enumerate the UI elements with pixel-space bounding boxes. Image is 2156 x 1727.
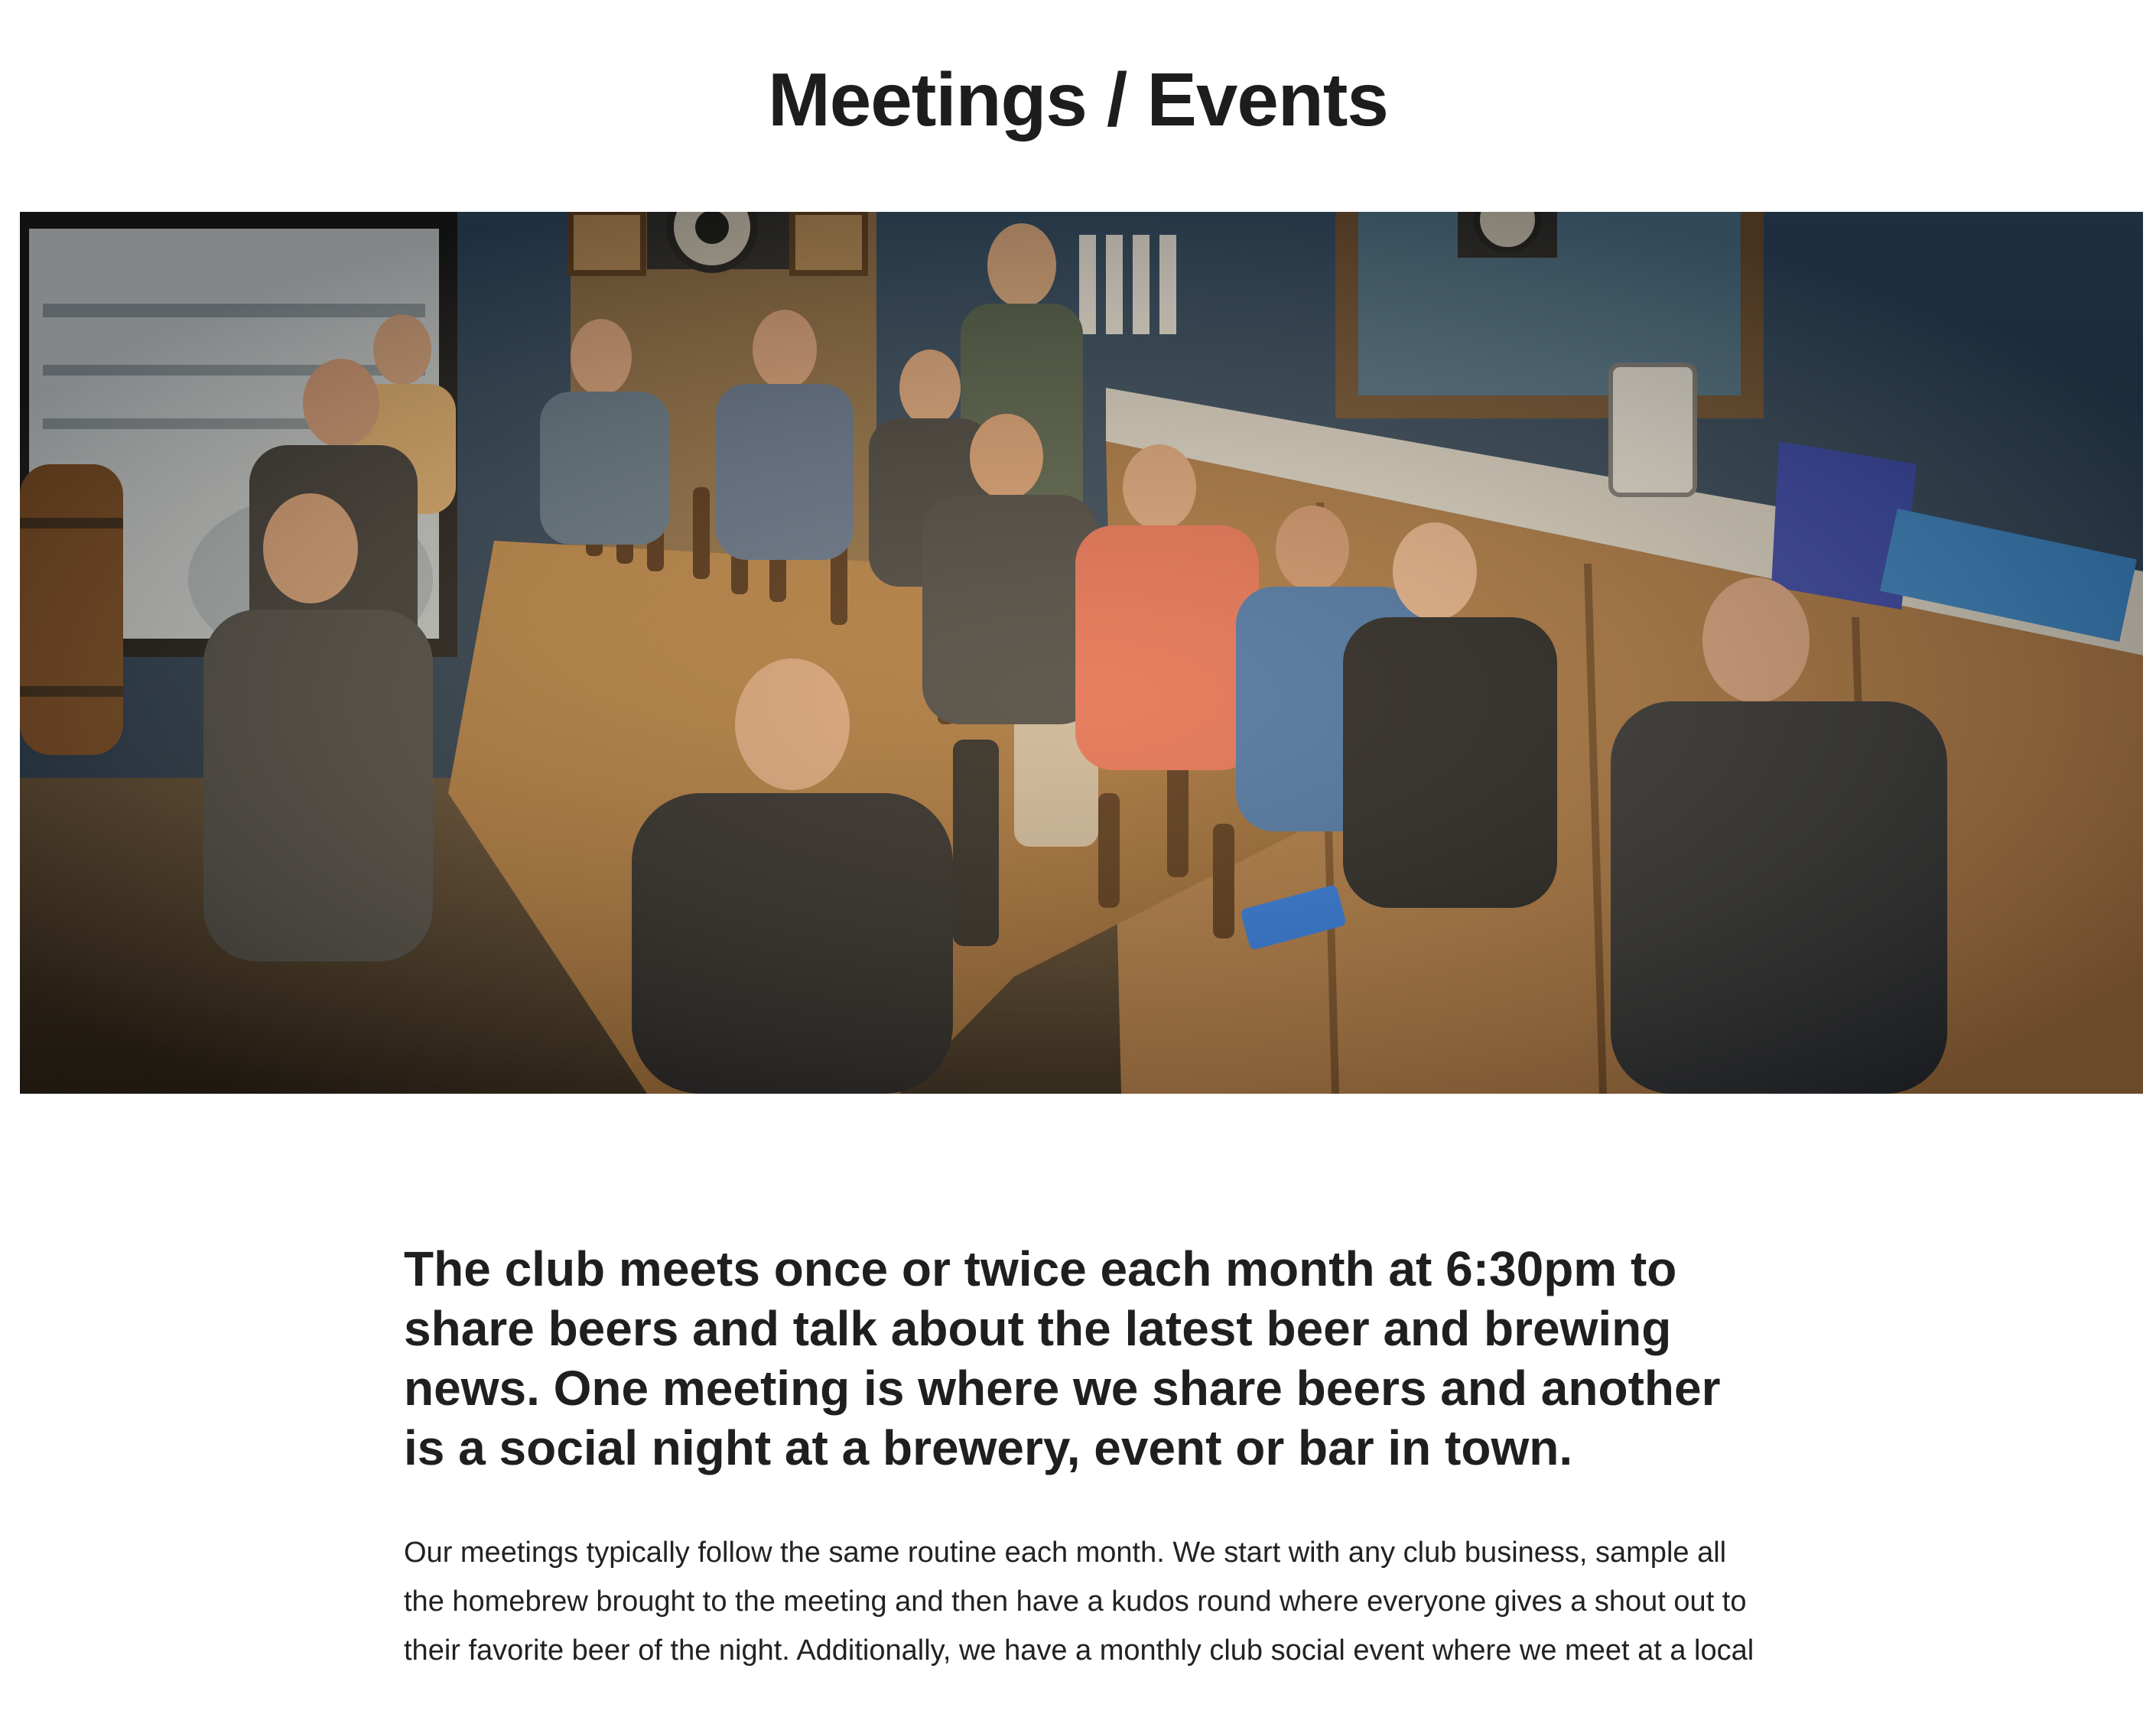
meeting-details: Our meetings typically follow the same routine each month. We start with any club business, sample all the homebrew brought to the meeting and then have a kudos round where everyone gives a shout out to their favorite beer of the night. Additionally, we have a monthly club social event where we meet at a local xyxy=(404,1537,1754,1667)
group-photo-illustration xyxy=(20,212,2143,1094)
page-title: Meetings / Events xyxy=(768,57,1388,141)
meeting-summary: The club meets once or twice each month at 6:30pm to share beers and talk about the latest beer and brewing news. One meeting is where we share beers and another is a social night at a brewery, event or bar in town. xyxy=(404,1241,1721,1475)
group-photo xyxy=(20,212,2143,1094)
content-section xyxy=(404,1239,1773,1675)
